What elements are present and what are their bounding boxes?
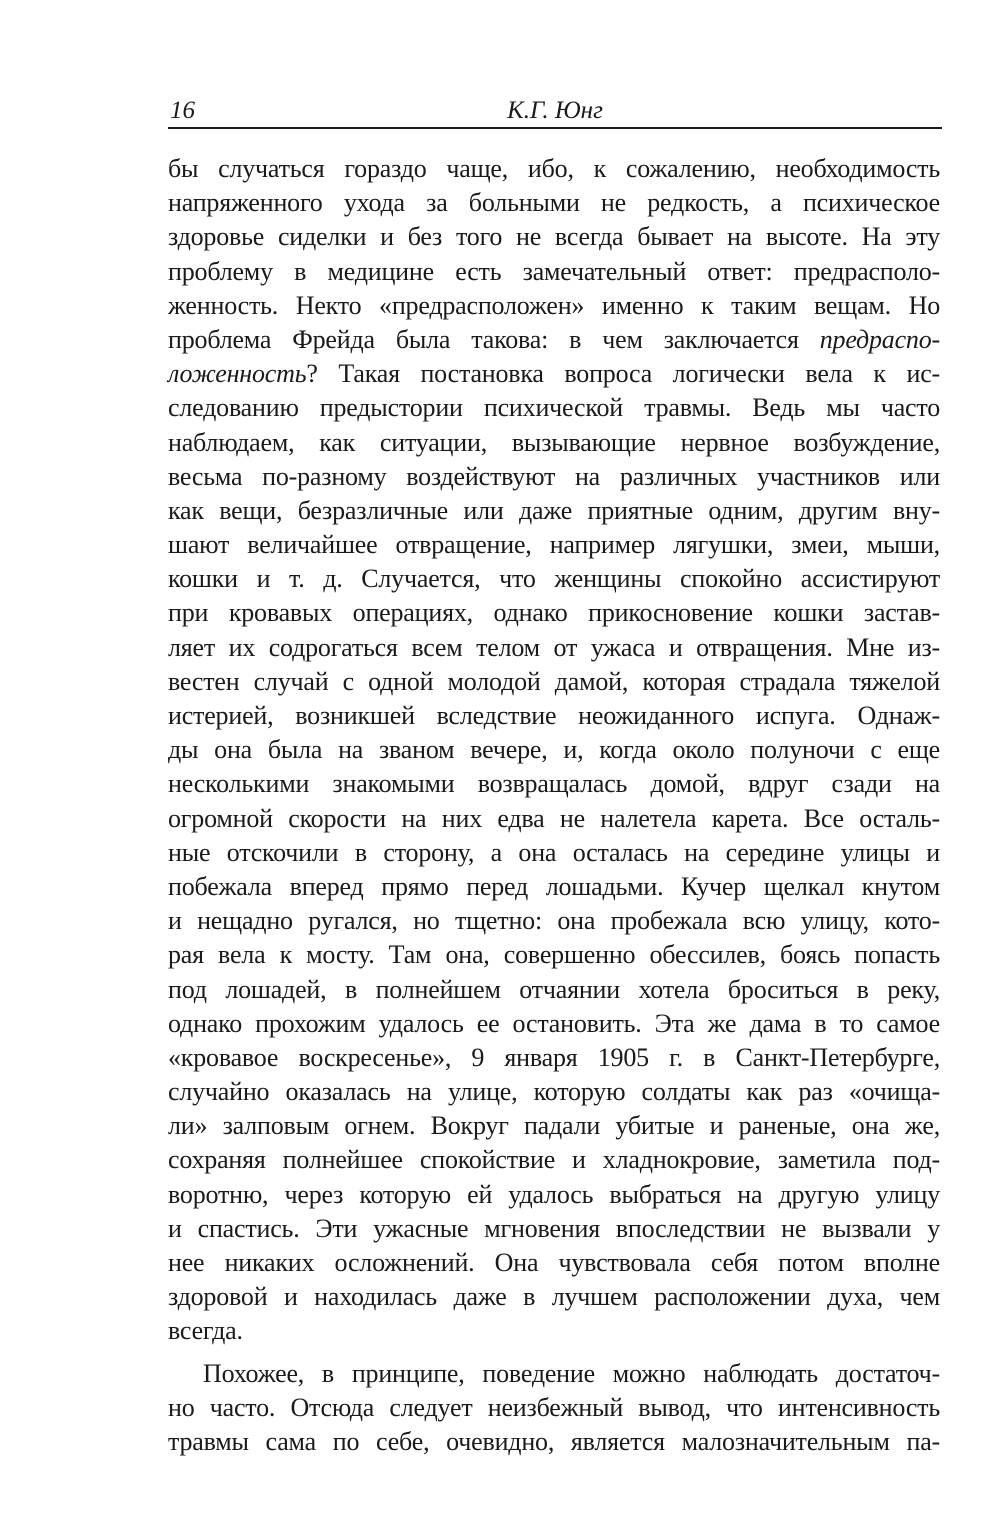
text-line	[168, 323, 940, 357]
text-line: случайно оказалась на улице, которую солдаты как раз «очища-	[168, 1077, 940, 1107]
paragraph	[168, 1357, 940, 1460]
text-line: при кровавых операциях, однако прикосновение кошки застав-	[168, 598, 940, 628]
text-line: под лошадей, в полнейшем отчаянии хотела броситься в реку,	[168, 974, 940, 1004]
text-line: наблюдаем, как ситуации, вызывающие нервное возбуждение,	[168, 427, 940, 457]
text-line: и спастись. Эти ужасные мгновения впоследствии не вызвали у	[168, 1213, 940, 1243]
text-line: ляет их содрогаться всем телом от ужаса и отвращения. Мне из-	[168, 632, 940, 662]
text-line: и нещадно ругался, но тщетно: она пробежала всю улицу, кото-	[168, 906, 940, 936]
text-line: побежала вперед прямо перед лошадьми. Кучер щелкал кнутом	[168, 871, 940, 901]
text-run: ? Такая постановка вопроса логически вела к ис-	[306, 359, 940, 389]
text-line: однако прохожим удалось ее остановить. Эта же дама в то самое	[168, 1008, 940, 1038]
text-line: как вещи, безразличные или даже приятные одним, другим вну-	[168, 495, 940, 525]
text-line: шают величайшее отвращение, например лягушки, змеи, мыши,	[168, 530, 940, 560]
text-line: нее никаких осложнений. Она чувствовала себя потом вполне	[168, 1248, 940, 1277]
body-text	[168, 152, 940, 1459]
text-line: несколькими знакомыми возвращалась домой, вдруг сзади на	[168, 769, 940, 799]
text-line: следованию предыстории психической травмы. Ведь мы часто	[168, 393, 940, 423]
text-line: но часто. Отсюда следует неизбежный вывод, что интенсивность	[168, 1392, 940, 1422]
text-line: воротню, через которую ей удалось выбраться на другую улицу	[168, 1179, 940, 1209]
header-rule	[168, 127, 942, 129]
text-line: ные отскочили в сторону, а она осталась на середине улицы и	[168, 837, 940, 867]
text-line: рая вела к мосту. Там она, совершенно обессилев, боясь попасть	[168, 940, 940, 970]
text-line: всегда.	[168, 1316, 243, 1346]
text-line: здоровье сиделки и без того не всегда бывает на высоте. На эту	[168, 222, 940, 252]
text-line: бы случаться гораздо чаще, ибо, к сожалению, необходимость	[168, 154, 940, 183]
page-header	[168, 96, 942, 126]
paragraph-gap	[168, 1349, 940, 1357]
text-line: ды она была на званом вечере, и, когда около полуночи с еще	[168, 735, 940, 765]
italic-term: предраспо-	[819, 324, 940, 354]
paragraph	[168, 152, 940, 1349]
text-line: здоровой и находилась даже в лучшем расположении духа, чем	[168, 1282, 940, 1312]
text-line	[168, 357, 940, 391]
italic-term: ложенность	[168, 359, 307, 389]
text-line: кошки и т. д. Случается, что женщины спокойно ассистируют	[168, 564, 940, 594]
text-line: напряженного ухода за больными не редкость, а психическое	[168, 188, 940, 218]
text-line: Похожее, в принципе, поведение можно наблюдать достаточ-	[203, 1358, 940, 1388]
text-line: проблему в медицине есть замечательный ответ: предрасполо-	[168, 256, 940, 286]
text-line: ли» залповым огнем. Вокруг падали убитые и раненые, она же,	[168, 1111, 940, 1141]
text-line: весьма по-разному воздействуют на различных участников или	[168, 461, 940, 491]
text-line: травмы сама по себе, очевидно, является малозначительным па-	[168, 1426, 940, 1456]
page-number: 16	[170, 97, 195, 124]
text-line: истерией, возникшей вследствие неожиданного испуга. Однаж-	[168, 701, 940, 730]
running-title: К.Г. Юнг	[507, 97, 603, 124]
text-line: сохраняя полнейшее спокойствие и хладнокровие, заметила под-	[168, 1145, 940, 1175]
text-line: огромной скорости на них едва не налетела карета. Все осталь-	[168, 803, 940, 833]
text-run: проблема Фрейда была такова: в чем заключается	[168, 324, 820, 354]
text-line: вестен случай с одной молодой дамой, которая страдала тяжелой	[168, 666, 940, 696]
text-line: женность. Некто «предрасположен» именно к таким вещам. Но	[168, 290, 940, 320]
text-line: «кровавое воскресенье», 9 января 1905 г. в Санкт-Петербурге,	[168, 1042, 940, 1072]
